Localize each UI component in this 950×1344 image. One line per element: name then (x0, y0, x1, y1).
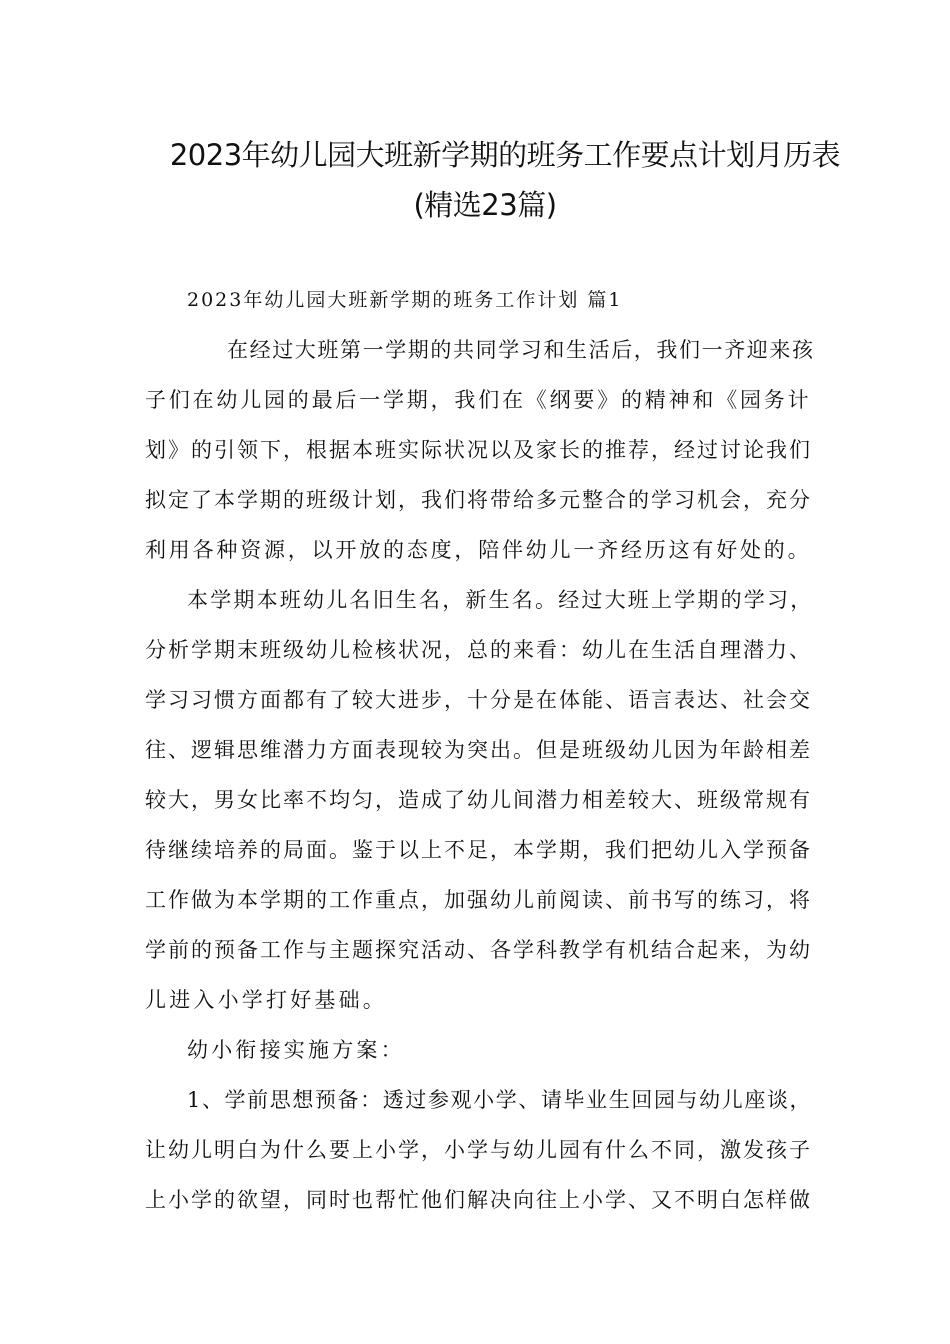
paragraph-2-line-9: 儿进入小学打好基础。 (145, 988, 387, 1012)
paragraph-2-line-4: 往、逻辑思维潜力方面表现较为突出。但是班级幼儿因为年龄相差 (145, 738, 812, 762)
paragraph-3-line-1: 1、学前思想预备：透过参观小学、请毕业生回园与幼儿座谈， (187, 1088, 813, 1112)
paragraph-2-line-6: 待继续培养的局面。鉴于以上不足，本学期，我们把幼儿入学预备 (145, 838, 812, 862)
paragraph-1-line-2: 子们在幼儿园的最后一学期，我们在《纲要》的精神和《园务计 (145, 388, 812, 412)
subheading: 幼小衔接实施方案： (187, 1038, 405, 1062)
paragraph-2-line-3: 学习习惯方面都有了较大进步，十分是在体能、语言表达、社会交 (145, 688, 812, 712)
paragraph-2-line-7: 工作做为本学期的工作重点，加强幼儿前阅读、前书写的练习，将 (145, 888, 812, 912)
document-title-line-2: (精选23篇) (413, 188, 557, 222)
paragraph-3-line-2: 让幼儿明白为什么要上小学，小学与幼儿园有什么不同，激发孩子 (145, 1138, 812, 1162)
section-heading: 2023年幼儿园大班新学期的班务工作计划 篇1 (187, 289, 623, 311)
paragraph-1-line-1: 在经过大班第一学期的共同学习和生活后，我们一齐迎来孩 (227, 338, 815, 362)
paragraph-2-line-8: 学前的预备工作与主题探究活动、各学科教学有机结合起来，为幼 (145, 938, 812, 962)
paragraph-3-line-3: 上小学的欲望，同时也帮忙他们解决向往上小学、又不明白怎样做 (145, 1188, 812, 1212)
paragraph-2-line-2: 分析学期末班级幼儿检核状况，总的来看：幼儿在生活自理潜力、 (145, 638, 812, 662)
paragraph-1-line-3: 划》的引领下，根据本班实际状况以及家长的推荐，经过讨论我们 (145, 438, 812, 462)
paragraph-2-line-1: 本学期本班幼儿名旧生名，新生名。经过大班上学期的学习， (187, 588, 814, 612)
document-title-line-1: 2023年幼儿园大班新学期的班务工作要点计划月历表 (169, 138, 841, 172)
paragraph-1-line-5: 利用各种资源，以开放的态度，陪伴幼儿一齐经历这有好处的。 (145, 538, 812, 562)
paragraph-1-line-4: 拟定了本学期的班级计划，我们将带给多元整合的学习机会，充分 (145, 488, 812, 512)
paragraph-2-line-5: 较大，男女比率不均匀，造成了幼儿间潜力相差较大、班级常规有 (145, 788, 812, 812)
